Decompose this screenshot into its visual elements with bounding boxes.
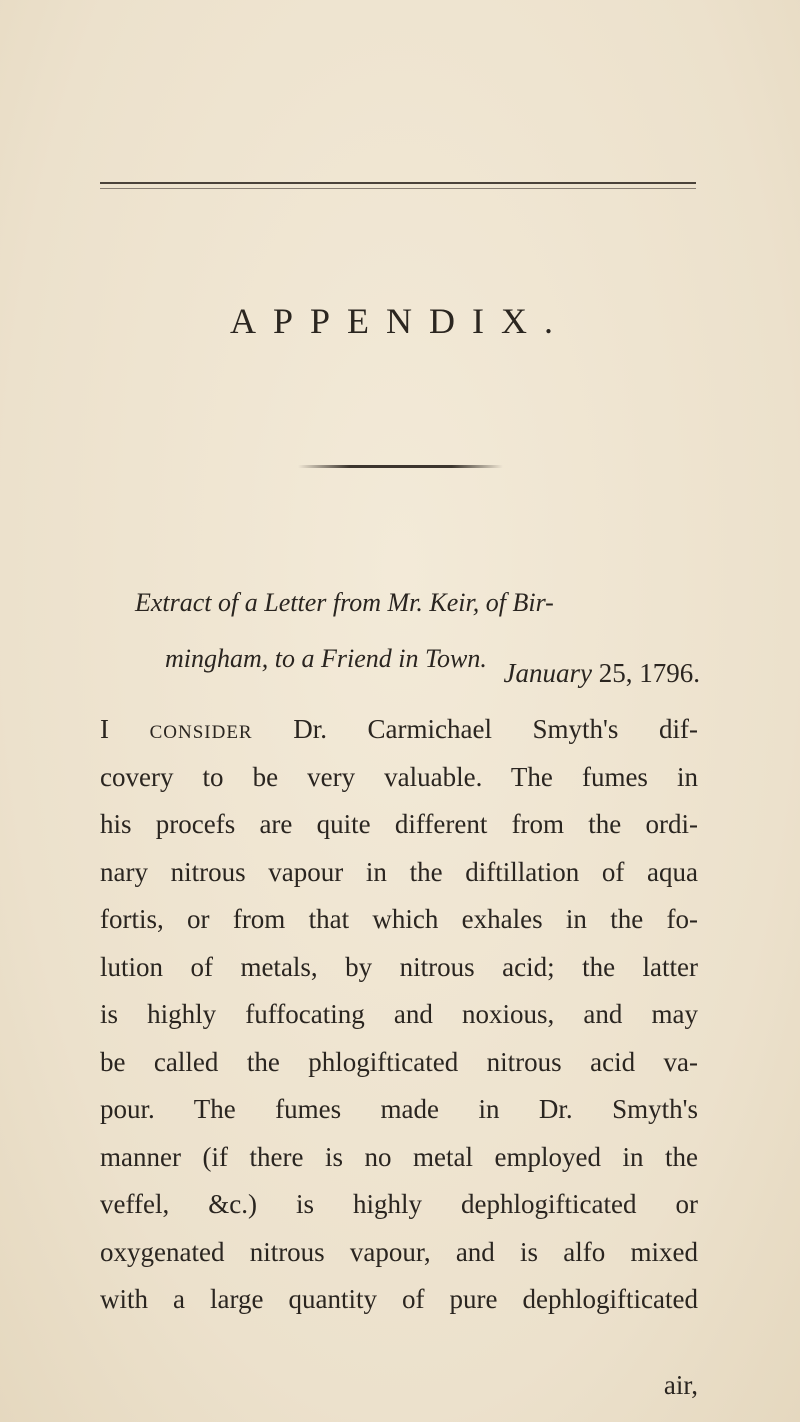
- date-month: January: [503, 658, 592, 688]
- body-line-text: Dr. Carmichael Smyth's dif-: [252, 714, 698, 744]
- body-line: with a large quantity of pure dephlogifticated: [100, 1284, 698, 1314]
- body-line: is highly fuffocating and noxious, and may: [100, 999, 698, 1029]
- letter-body: [100, 706, 698, 1324]
- body-line: manner (if there is no metal employed in the: [100, 1141, 698, 1172]
- body-line: nary nitrous vapour in the diftillation of aqua: [100, 856, 698, 887]
- body-line: lution of metals, by nitrous acid; the latter: [100, 951, 698, 982]
- body-line: oxygenated nitrous vapour, and is alfo mixed: [100, 1236, 698, 1267]
- body-line: fortis, or from that which exhales in the fo-: [100, 904, 698, 934]
- letter-date: [504, 658, 700, 689]
- body-line: pour. The fumes made in Dr. Smyth's: [100, 1094, 698, 1124]
- subtitle-line-1: Extract of a Letter from Mr. Keir, of Bir-: [135, 588, 554, 617]
- appendix-heading: APPENDIX.: [229, 301, 570, 341]
- top-rule: [100, 182, 696, 189]
- subtitle-line-2: mingham, to a Friend in Town.: [165, 644, 487, 673]
- body-line: be called the phlogifticated nitrous acid va-: [100, 1046, 698, 1077]
- drop-initial: I: [100, 714, 109, 744]
- first-word-smallcaps: consider: [149, 714, 253, 744]
- body-line: covery to be very valuable. The fumes in: [100, 761, 698, 792]
- body-line: his procefs are quite different from the ordi-: [100, 809, 698, 839]
- catchword: air,: [663, 1370, 698, 1400]
- body-line: veffel, &c.) is highly dephlogifticated or: [100, 1189, 698, 1219]
- body-line: [100, 706, 698, 754]
- date-rest: 25, 1796.: [598, 658, 700, 688]
- ornamental-rule: [298, 465, 503, 468]
